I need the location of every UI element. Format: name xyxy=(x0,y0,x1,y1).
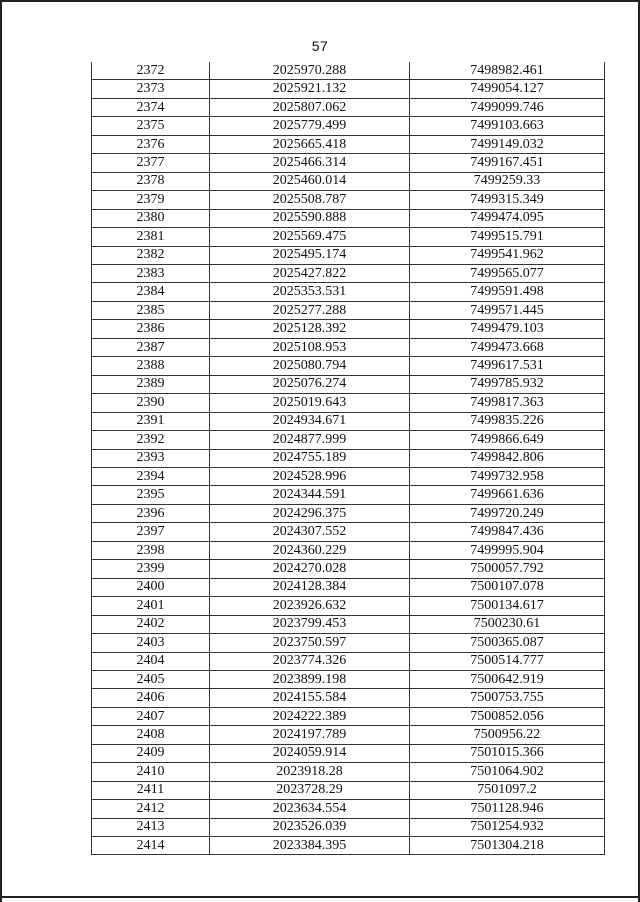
x-coordinate-cell: 2024528.996 xyxy=(210,467,410,485)
point-number-cell: 2392 xyxy=(92,431,210,449)
y-coordinate-cell: 7499473.668 xyxy=(410,338,605,356)
y-coordinate-cell: 7499149.032 xyxy=(410,135,605,153)
y-coordinate-cell: 7501304.218 xyxy=(410,837,605,855)
table-row xyxy=(92,652,605,670)
point-number-cell: 2413 xyxy=(92,818,210,836)
page-border-left xyxy=(0,0,2,902)
table-row xyxy=(92,283,605,301)
table-row xyxy=(92,412,605,430)
y-coordinate-cell: 7499259.33 xyxy=(410,172,605,190)
table-row xyxy=(92,707,605,725)
y-coordinate-cell: 7499842.806 xyxy=(410,449,605,467)
point-number-cell: 2403 xyxy=(92,634,210,652)
y-coordinate-cell: 7499835.226 xyxy=(410,412,605,430)
x-coordinate-cell: 2024128.384 xyxy=(210,578,410,596)
y-coordinate-cell: 7500642.919 xyxy=(410,670,605,688)
table-row xyxy=(92,744,605,762)
x-coordinate-cell: 2025466.314 xyxy=(210,154,410,172)
point-number-cell: 2379 xyxy=(92,191,210,209)
x-coordinate-cell: 2023899.198 xyxy=(210,670,410,688)
point-number-cell: 2395 xyxy=(92,486,210,504)
x-coordinate-cell: 2025108.953 xyxy=(210,338,410,356)
x-coordinate-cell: 2024222.389 xyxy=(210,707,410,725)
y-coordinate-cell: 7500753.755 xyxy=(410,689,605,707)
point-number-cell: 2410 xyxy=(92,763,210,781)
x-coordinate-cell: 2025590.888 xyxy=(210,209,410,227)
y-coordinate-cell: 7499099.746 xyxy=(410,98,605,116)
y-coordinate-cell: 7499661.636 xyxy=(410,486,605,504)
point-number-cell: 2414 xyxy=(92,837,210,855)
table-row xyxy=(92,634,605,652)
point-number-cell: 2405 xyxy=(92,670,210,688)
y-coordinate-cell: 7499541.962 xyxy=(410,246,605,264)
x-coordinate-cell: 2025508.787 xyxy=(210,191,410,209)
y-coordinate-cell: 7500956.22 xyxy=(410,726,605,744)
table-row xyxy=(92,818,605,836)
y-coordinate-cell: 7499515.791 xyxy=(410,228,605,246)
point-number-cell: 2380 xyxy=(92,209,210,227)
point-number-cell: 2381 xyxy=(92,228,210,246)
x-coordinate-cell: 2023728.29 xyxy=(210,781,410,799)
point-number-cell: 2385 xyxy=(92,301,210,319)
table-row xyxy=(92,98,605,116)
table-row xyxy=(92,781,605,799)
x-coordinate-cell: 2024155.584 xyxy=(210,689,410,707)
table-row xyxy=(92,800,605,818)
x-coordinate-cell: 2025665.418 xyxy=(210,135,410,153)
point-number-cell: 2387 xyxy=(92,338,210,356)
y-coordinate-cell: 7501128.946 xyxy=(410,800,605,818)
x-coordinate-cell: 2024197.789 xyxy=(210,726,410,744)
point-number-cell: 2384 xyxy=(92,283,210,301)
x-coordinate-cell: 2024755.189 xyxy=(210,449,410,467)
y-coordinate-cell: 7499847.436 xyxy=(410,523,605,541)
point-number-cell: 2393 xyxy=(92,449,210,467)
x-coordinate-cell: 2023774.326 xyxy=(210,652,410,670)
x-coordinate-cell: 2025076.274 xyxy=(210,375,410,393)
x-coordinate-cell: 2025353.531 xyxy=(210,283,410,301)
table-row xyxy=(92,246,605,264)
x-coordinate-cell: 2023750.597 xyxy=(210,634,410,652)
table-row xyxy=(92,357,605,375)
table-row xyxy=(92,726,605,744)
y-coordinate-cell: 7499167.451 xyxy=(410,154,605,172)
y-coordinate-cell: 7499591.498 xyxy=(410,283,605,301)
y-coordinate-cell: 7499103.663 xyxy=(410,117,605,135)
table-row xyxy=(92,320,605,338)
y-coordinate-cell: 7500365.087 xyxy=(410,634,605,652)
y-coordinate-cell: 7499817.363 xyxy=(410,394,605,412)
x-coordinate-cell: 2025921.132 xyxy=(210,80,410,98)
point-number-cell: 2402 xyxy=(92,615,210,633)
table-row xyxy=(92,615,605,633)
x-coordinate-cell: 2023926.632 xyxy=(210,597,410,615)
table-row xyxy=(92,135,605,153)
x-coordinate-cell: 2023799.453 xyxy=(210,615,410,633)
point-number-cell: 2411 xyxy=(92,781,210,799)
x-coordinate-cell: 2025807.062 xyxy=(210,98,410,116)
y-coordinate-cell: 7499720.249 xyxy=(410,504,605,522)
point-number-cell: 2386 xyxy=(92,320,210,338)
x-coordinate-cell: 2025460.014 xyxy=(210,172,410,190)
table-row xyxy=(92,837,605,855)
point-number-cell: 2401 xyxy=(92,597,210,615)
y-coordinate-cell: 7499785.932 xyxy=(410,375,605,393)
table-row xyxy=(92,154,605,172)
table-row xyxy=(92,301,605,319)
y-coordinate-cell: 7500230.61 xyxy=(410,615,605,633)
point-number-cell: 2377 xyxy=(92,154,210,172)
point-number-cell: 2406 xyxy=(92,689,210,707)
x-coordinate-cell: 2024877.999 xyxy=(210,431,410,449)
page-border-top xyxy=(0,0,640,2)
x-coordinate-cell: 2025970.288 xyxy=(210,62,410,80)
table-row xyxy=(92,209,605,227)
y-coordinate-cell: 7499479.103 xyxy=(410,320,605,338)
x-coordinate-cell: 2024296.375 xyxy=(210,504,410,522)
y-coordinate-cell: 7500852.056 xyxy=(410,707,605,725)
x-coordinate-cell: 2025495.174 xyxy=(210,246,410,264)
point-number-cell: 2391 xyxy=(92,412,210,430)
point-number-cell: 2396 xyxy=(92,504,210,522)
y-coordinate-cell: 7500107.078 xyxy=(410,578,605,596)
table-row xyxy=(92,375,605,393)
table-row xyxy=(92,62,605,80)
point-number-cell: 2390 xyxy=(92,394,210,412)
y-coordinate-cell: 7500057.792 xyxy=(410,560,605,578)
table-row xyxy=(92,467,605,485)
table-row xyxy=(92,228,605,246)
point-number-cell: 2388 xyxy=(92,357,210,375)
x-coordinate-cell: 2023526.039 xyxy=(210,818,410,836)
table-row xyxy=(92,763,605,781)
point-number-cell: 2412 xyxy=(92,800,210,818)
y-coordinate-cell: 7500514.777 xyxy=(410,652,605,670)
point-number-cell: 2383 xyxy=(92,264,210,282)
table-row xyxy=(92,523,605,541)
y-coordinate-cell: 7498982.461 xyxy=(410,62,605,80)
y-coordinate-cell: 7499866.649 xyxy=(410,431,605,449)
table-row xyxy=(92,597,605,615)
point-number-cell: 2378 xyxy=(92,172,210,190)
table-row xyxy=(92,486,605,504)
table-row xyxy=(92,338,605,356)
x-coordinate-cell: 2025427.822 xyxy=(210,264,410,282)
x-coordinate-cell: 2024360.229 xyxy=(210,541,410,559)
y-coordinate-cell: 7499995.904 xyxy=(410,541,605,559)
x-coordinate-cell: 2025128.392 xyxy=(210,320,410,338)
y-coordinate-cell: 7501064.902 xyxy=(410,763,605,781)
table-row xyxy=(92,670,605,688)
y-coordinate-cell: 7499565.077 xyxy=(410,264,605,282)
point-number-cell: 2407 xyxy=(92,707,210,725)
point-number-cell: 2399 xyxy=(92,560,210,578)
point-number-cell: 2374 xyxy=(92,98,210,116)
y-coordinate-cell: 7501254.932 xyxy=(410,818,605,836)
point-number-cell: 2408 xyxy=(92,726,210,744)
x-coordinate-cell: 2023384.395 xyxy=(210,837,410,855)
x-coordinate-cell: 2023634.554 xyxy=(210,800,410,818)
point-number-cell: 2394 xyxy=(92,467,210,485)
y-coordinate-cell: 7499474.095 xyxy=(410,209,605,227)
x-coordinate-cell: 2024059.914 xyxy=(210,744,410,762)
x-coordinate-cell: 2024270.028 xyxy=(210,560,410,578)
point-number-cell: 2389 xyxy=(92,375,210,393)
table-row xyxy=(92,172,605,190)
x-coordinate-cell: 2025569.475 xyxy=(210,228,410,246)
x-coordinate-cell: 2025019.643 xyxy=(210,394,410,412)
point-number-cell: 2409 xyxy=(92,744,210,762)
table-row xyxy=(92,80,605,98)
point-number-cell: 2382 xyxy=(92,246,210,264)
x-coordinate-cell: 2025779.499 xyxy=(210,117,410,135)
table-row xyxy=(92,191,605,209)
point-number-cell: 2398 xyxy=(92,541,210,559)
table-row xyxy=(92,449,605,467)
table-row xyxy=(92,264,605,282)
point-number-cell: 2373 xyxy=(92,80,210,98)
x-coordinate-cell: 2025277.288 xyxy=(210,301,410,319)
x-coordinate-cell: 2024934.671 xyxy=(210,412,410,430)
table-row xyxy=(92,117,605,135)
y-coordinate-cell: 7499054.127 xyxy=(410,80,605,98)
point-number-cell: 2400 xyxy=(92,578,210,596)
x-coordinate-cell: 2024344.591 xyxy=(210,486,410,504)
x-coordinate-cell: 2025080.794 xyxy=(210,357,410,375)
table-row xyxy=(92,578,605,596)
y-coordinate-cell: 7500134.617 xyxy=(410,597,605,615)
y-coordinate-cell: 7499617.531 xyxy=(410,357,605,375)
table-row xyxy=(92,560,605,578)
point-number-cell: 2397 xyxy=(92,523,210,541)
table-row xyxy=(92,541,605,559)
table-row xyxy=(92,689,605,707)
y-coordinate-cell: 7501015.366 xyxy=(410,744,605,762)
coordinate-table-body xyxy=(92,62,605,855)
point-number-cell: 2375 xyxy=(92,117,210,135)
y-coordinate-cell: 7501097.2 xyxy=(410,781,605,799)
coordinate-table xyxy=(91,62,605,855)
page-border-bottom xyxy=(0,896,640,898)
table-row xyxy=(92,504,605,522)
point-number-cell: 2372 xyxy=(92,62,210,80)
y-coordinate-cell: 7499732.958 xyxy=(410,467,605,485)
table-row xyxy=(92,394,605,412)
page-number: 57 xyxy=(311,38,329,54)
x-coordinate-cell: 2023918.28 xyxy=(210,763,410,781)
table-row xyxy=(92,431,605,449)
point-number-cell: 2376 xyxy=(92,135,210,153)
x-coordinate-cell: 2024307.552 xyxy=(210,523,410,541)
y-coordinate-cell: 7499315.349 xyxy=(410,191,605,209)
y-coordinate-cell: 7499571.445 xyxy=(410,301,605,319)
point-number-cell: 2404 xyxy=(92,652,210,670)
